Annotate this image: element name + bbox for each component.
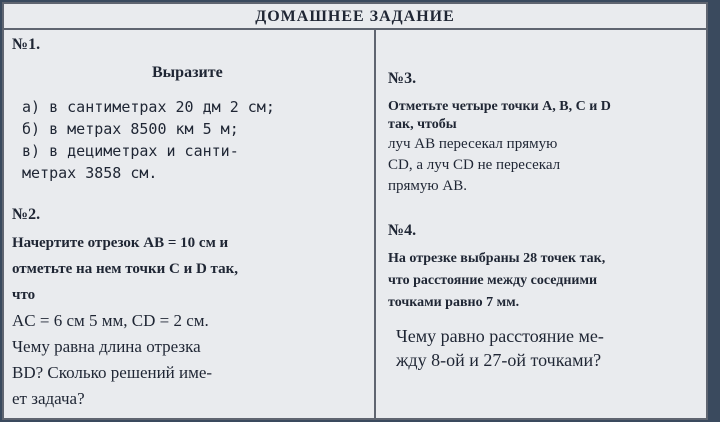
task3-line: так, чтобы: [388, 117, 457, 132]
task2-line: Чему равна длина отрезка: [12, 337, 201, 356]
task1-body: [22, 96, 275, 184]
task4-line: На отрезке выбраны 28 точек так,: [388, 251, 606, 266]
task1-line: а) в сантиметрах 20 дм 2 см;: [22, 98, 275, 116]
task3-label: №3.: [388, 70, 417, 87]
task2-body: [12, 230, 238, 412]
task1-line: метрах 3858 см.: [22, 164, 158, 182]
task2-line: Начертите отрезок AB = 10 см и: [12, 235, 229, 251]
task2-label: №2.: [12, 206, 41, 223]
task3-line: прямую AB.: [388, 178, 467, 194]
task4-line: точками равно 7 мм.: [388, 295, 520, 310]
task4-body: [388, 248, 605, 314]
task3-line: луч AB пересекал прямую: [388, 136, 558, 152]
task3-body: [388, 98, 611, 197]
task2-line: BD? Сколько решений име-: [12, 363, 213, 382]
task4-question: [396, 324, 604, 372]
task3-line: Отметьте четыре точки A, B, C и D: [388, 99, 611, 114]
task4-label: №4.: [388, 222, 417, 239]
task2-line: AC = 6 см 5 мм, CD = 2 см.: [12, 311, 209, 330]
task1-line: в) в дециметрах и санти-: [22, 142, 239, 160]
task4-line: Чему равно расстояние ме-: [396, 326, 604, 346]
task3-line: CD, а луч CD не пересекал: [388, 157, 561, 173]
homework-card: [2, 2, 708, 420]
header-divider: [4, 28, 706, 30]
task1-line: б) в метрах 8500 км 5 м;: [22, 120, 239, 138]
task1-label: №1.: [12, 36, 41, 53]
page-title: ДОМАШНЕЕ ЗАДАНИЕ: [255, 8, 455, 25]
task2-line: ет задача?: [12, 389, 85, 408]
task2-line: что: [12, 287, 36, 303]
task4-line: что расстояние между соседними: [388, 273, 598, 288]
task1-heading: Выразите: [152, 64, 223, 81]
task4-line: жду 8-ой и 27-ой точками?: [396, 350, 602, 370]
column-divider: [374, 28, 376, 420]
task2-line: отметьте на нем точки C и D так,: [12, 261, 238, 277]
